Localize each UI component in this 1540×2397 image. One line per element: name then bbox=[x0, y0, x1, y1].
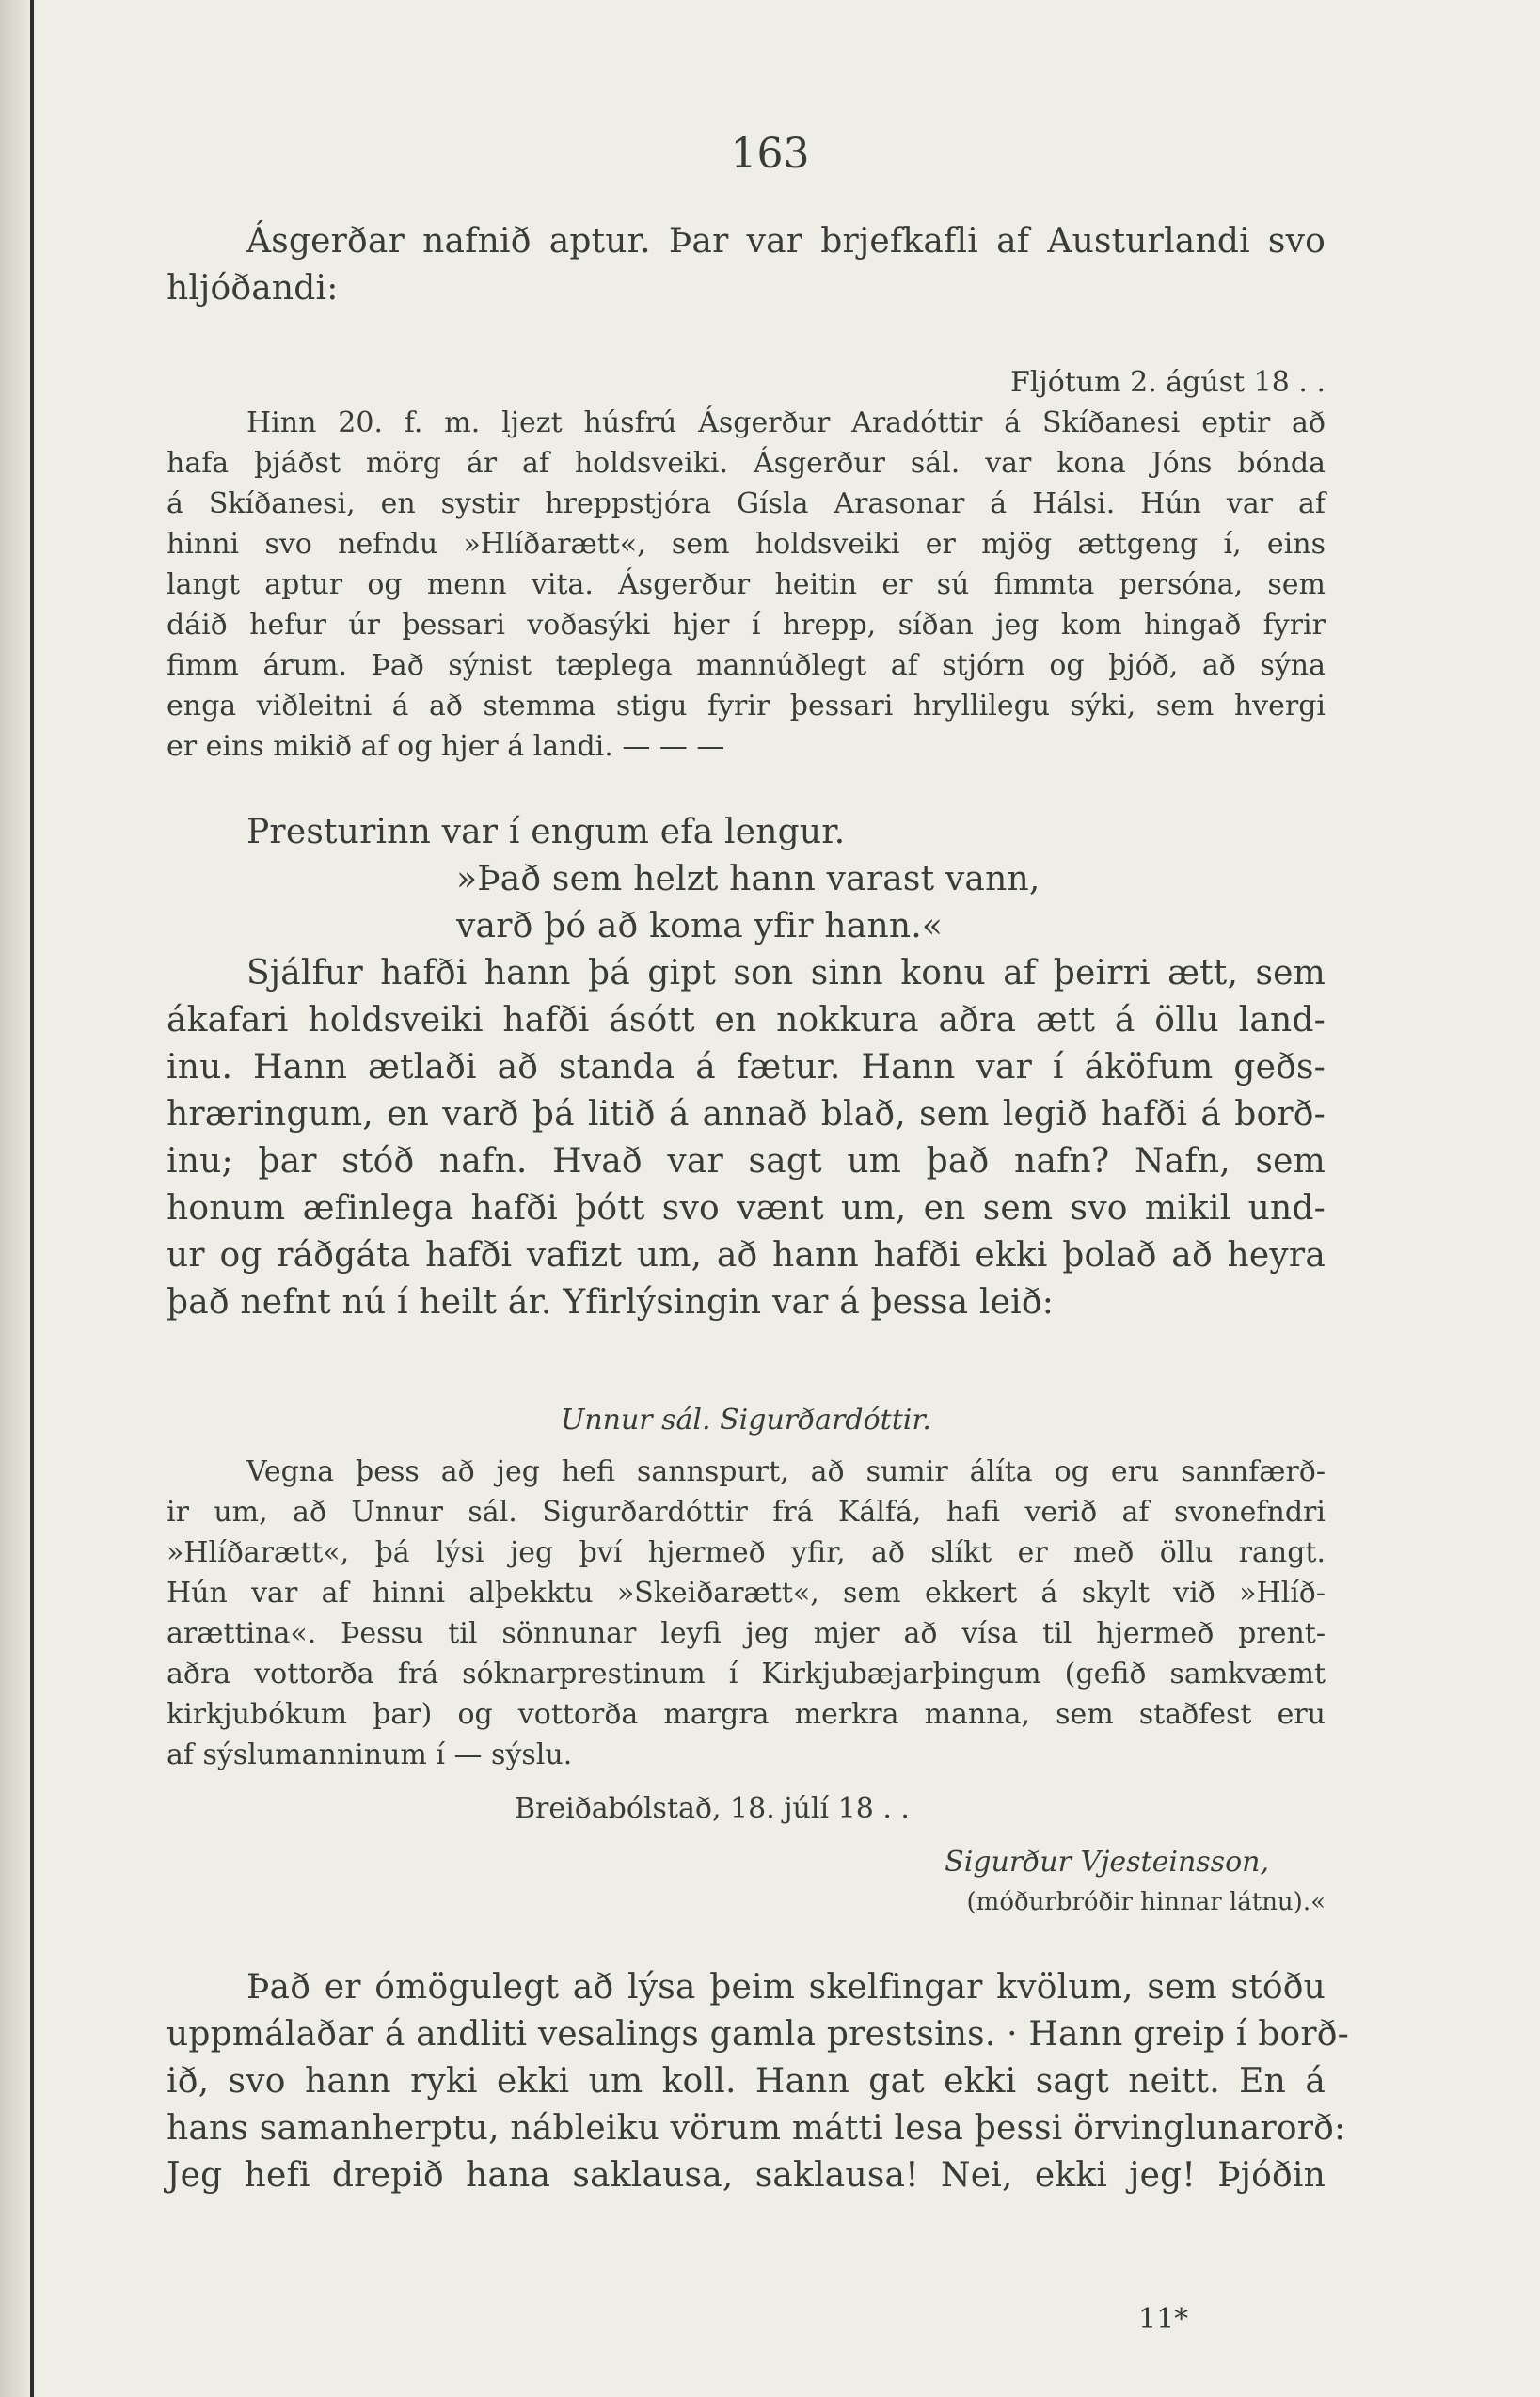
verse-line: »Það sem helzt hann varast vann, bbox=[456, 860, 1040, 898]
text-line: Ásgerðar nafnið aptur. Þar var brjefkafli af Austurlandi svo bbox=[246, 222, 1326, 261]
text-line: er eins mikið af og hjer á landi. — — — bbox=[167, 730, 725, 763]
text-line: hans samanherptu, nábleiku vörum mátti lesa þessi örvinglunarorð: bbox=[167, 2109, 1346, 2148]
intro-paragraph bbox=[167, 218, 1326, 312]
text-line: langt aptur og menn vita. Ásgerður heitin er sú fimmta persóna, sem bbox=[167, 568, 1326, 601]
text-line: uppmálaðar á andliti vesalings gamla prestsins. · Hann greip í borð- bbox=[167, 2015, 1349, 2054]
narrative-paragraph-2 bbox=[167, 1964, 1349, 2199]
text-line: dáið hefur úr þessari voðasýki hjer í hrepp, síðan jeg kom hingað fyrir bbox=[167, 609, 1326, 642]
text-line: inu; þar stóð nafn. Hvað var sagt um það nafn? Nafn, sem bbox=[167, 1142, 1326, 1181]
text-line: af sýslumanninum í — sýslu. bbox=[167, 1738, 573, 1771]
page-number: 163 bbox=[730, 130, 810, 178]
verse-line: varð þó að koma yfir hann.« bbox=[456, 907, 944, 945]
text-line: ákafari holdsveiki hafði ásótt en nokkura aðra ætt á öllu land- bbox=[167, 1001, 1326, 1040]
signature-mark: 11* bbox=[1138, 2303, 1189, 2336]
text-line: Hinn 20. f. m. ljezt húsfrú Ásgerður Aradóttir á Skíðanesi eptir að bbox=[246, 406, 1326, 439]
text-line: Jeg hefi drepið hana saklausa, saklausa! Nei, ekki jeg! Þjóðin bbox=[167, 2156, 1326, 2195]
text-line: hljóðandi: bbox=[167, 269, 339, 308]
text-line: Sjálfur hafði hann þá gipt son sinn konu af þeirri ætt, sem bbox=[246, 954, 1326, 992]
letter-excerpt bbox=[167, 362, 1326, 767]
text-line: arættina«. Þessu til sönnunar leyfi jeg mjer að vísa til hjermeð prent- bbox=[167, 1617, 1326, 1650]
text-line: aðra vottorða frá sóknarprestinum í Kirkjubæjarþingum (gefið samkvæmt bbox=[167, 1658, 1326, 1691]
binding-edge bbox=[30, 0, 34, 2397]
text-line: Vegna þess að jeg hefi sannspurt, að sumir álíta og eru sannfærð- bbox=[246, 1455, 1326, 1488]
text-line: ur og ráðgáta hafði vafizt um, að hann hafði ekki þolað að heyra bbox=[167, 1236, 1326, 1275]
text-line: honum æfinlega hafði þótt svo vænt um, en sem svo mikil und- bbox=[167, 1189, 1326, 1228]
declaration-place-date: Breiðabólstað, 18. júlí 18 . . bbox=[515, 1792, 910, 1825]
text-line: á Skíðanesi, en systir hreppstjóra Gísla Arasonar á Hálsi. Hún var af bbox=[167, 487, 1326, 520]
text-line: hræringum, en varð þá litið á annað blað, sem legið hafði á borð- bbox=[167, 1095, 1326, 1134]
text-line: »Hlíðarætt«, þá lýsi jeg því hjermeð yfir, að slíkt er með öllu rangt. bbox=[167, 1536, 1326, 1569]
text-line: Hún var af hinni alþekktu »Skeiðarætt«, sem ekkert á skylt við »Hlíð- bbox=[167, 1577, 1326, 1610]
text-line: Það er ómögulegt að lýsa þeim skelfingar kvölum, sem stóðu bbox=[246, 1968, 1326, 2007]
narrative-paragraph-1 bbox=[167, 809, 1326, 1326]
text-line: það nefnt nú í heilt ár. Yfirlýsingin var á þessa leið: bbox=[167, 1283, 1055, 1322]
declaration-signature: Sigurður Vjesteinsson, bbox=[945, 1846, 1269, 1879]
declaration bbox=[167, 1400, 1326, 1923]
text-line: ir um, að Unnur sál. Sigurðardóttir frá Kálfá, hafi verið af svonefndri bbox=[167, 1496, 1326, 1529]
text-line: hafa þjáðst mörg ár af holdsveiki. Ásgerður sál. var kona Jóns bónda bbox=[167, 447, 1326, 480]
text-line: Presturinn var í engum efa lengur. bbox=[246, 813, 846, 851]
declaration-signature-note: (móðurbróðir hinnar látnu).« bbox=[966, 1888, 1326, 1916]
text-line: fimm árum. Það sýnist tæplega mannúðlegt af stjórn og þjóð, að sýna bbox=[167, 649, 1326, 682]
text-line: kirkjubókum þar) og vottorða margra merkra manna, sem staðfest eru bbox=[167, 1698, 1326, 1731]
text-line: ið, svo hann ryki ekki um koll. Hann gat ekki sagt neitt. En á bbox=[167, 2062, 1326, 2101]
text-line: enga viðleitni á að stemma stigu fyrir þessari hryllilegu sýki, sem hvergi bbox=[167, 690, 1326, 722]
letter-dateline: Fljótum 2. ágúst 18 . . bbox=[1009, 366, 1326, 399]
text-line: hinni svo nefndu »Hlíðarætt«, sem holdsveiki er mjög ættgeng í, eins bbox=[167, 528, 1326, 561]
text-line: inu. Hann ætlaði að standa á fætur. Hann var í áköfum geðs- bbox=[167, 1048, 1326, 1087]
declaration-heading: Unnur sál. Sigurðardóttir. bbox=[561, 1404, 931, 1437]
